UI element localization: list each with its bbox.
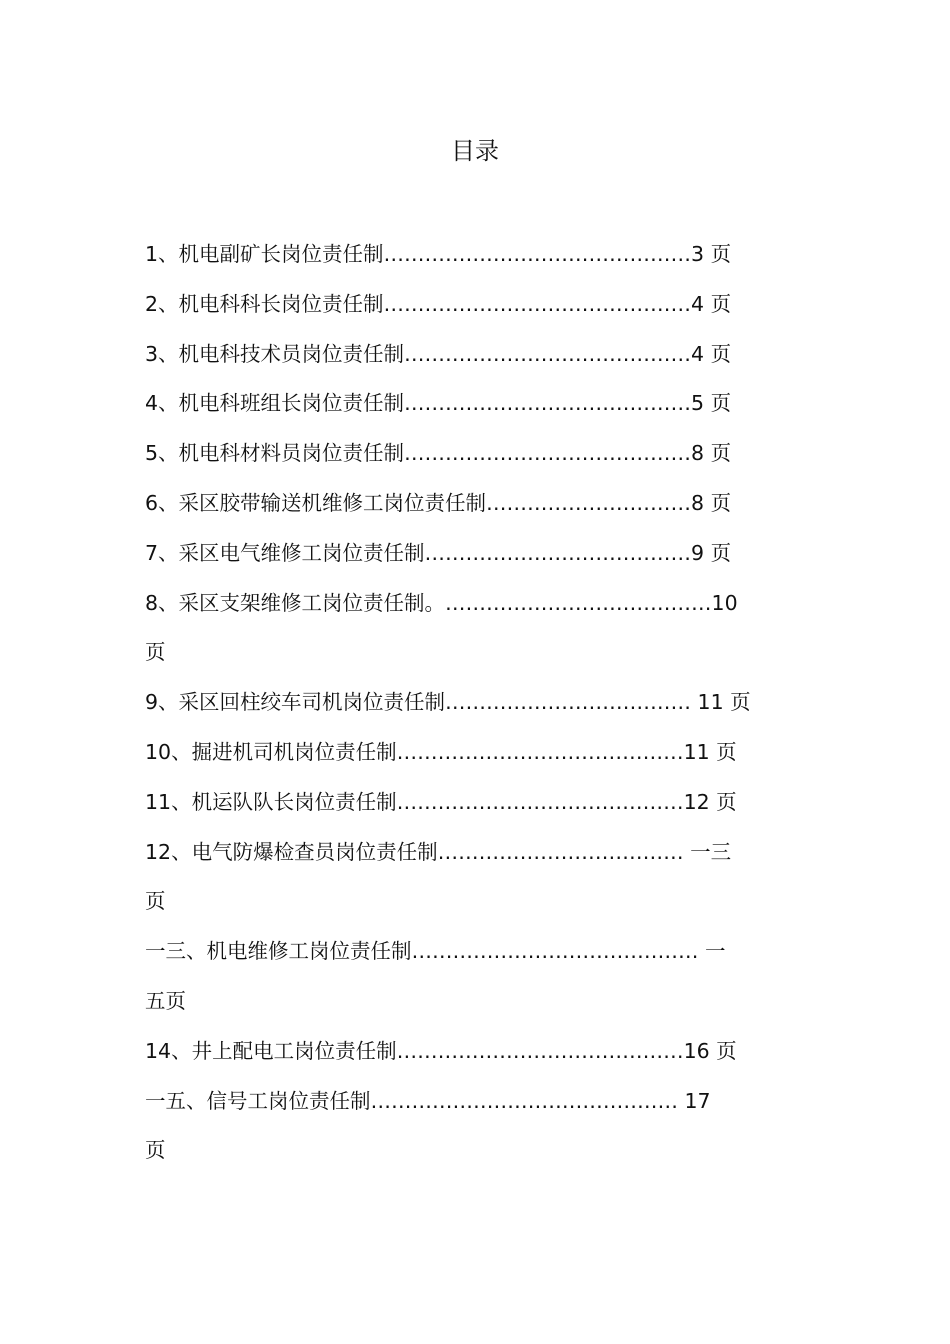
toc-line: 一五、信号工岗位责任制……………………………………… 17 xyxy=(145,1088,711,1113)
toc-line: 2、机电科科长岗位责任制………………………………………4 页 xyxy=(145,291,732,316)
toc-line: 页 xyxy=(145,640,166,665)
toc-line: 页 xyxy=(145,1138,166,1163)
toc-line: 11、机运队队长岗位责任制……………………………………12 页 xyxy=(145,789,737,814)
toc-line: 5、机电科材料员岗位责任制……………………………………8 页 xyxy=(145,441,732,466)
toc-line: 4、机电科班组长岗位责任制……………………………………5 页 xyxy=(145,391,732,416)
toc-title: 目录 xyxy=(451,137,499,165)
toc-line: 14、井上配电工岗位责任制……………………………………16 页 xyxy=(145,1038,737,1063)
toc-line: 3、机电科技术员岗位责任制……………………………………4 页 xyxy=(145,341,732,366)
toc-line: 1、机电副矿长岗位责任制………………………………………3 页 xyxy=(145,242,732,266)
toc-line: 12、电气防爆检查员岗位责任制……………………………… 一三 xyxy=(145,839,732,864)
toc-line: 7、采区电气维修工岗位责任制…………………………………9 页 xyxy=(145,540,732,565)
toc-line: 五页 xyxy=(145,988,186,1013)
toc-line: 9、采区回柱绞车司机岗位责任制……………………………… 11 页 xyxy=(145,690,751,715)
toc-line: 6、采区胶带输送机维修工岗位责任制…………………………8 页 xyxy=(145,490,732,515)
toc-line: 10、掘进机司机岗位责任制……………………………………11 页 xyxy=(145,739,737,764)
toc-line: 8、采区支架维修工岗位责任制。…………………………………10 xyxy=(145,590,738,615)
table-of-contents xyxy=(145,230,810,1176)
toc-line: 一三、机电维修工岗位责任制…………………………………… 一 xyxy=(145,939,726,964)
toc-line: 页 xyxy=(145,889,166,914)
